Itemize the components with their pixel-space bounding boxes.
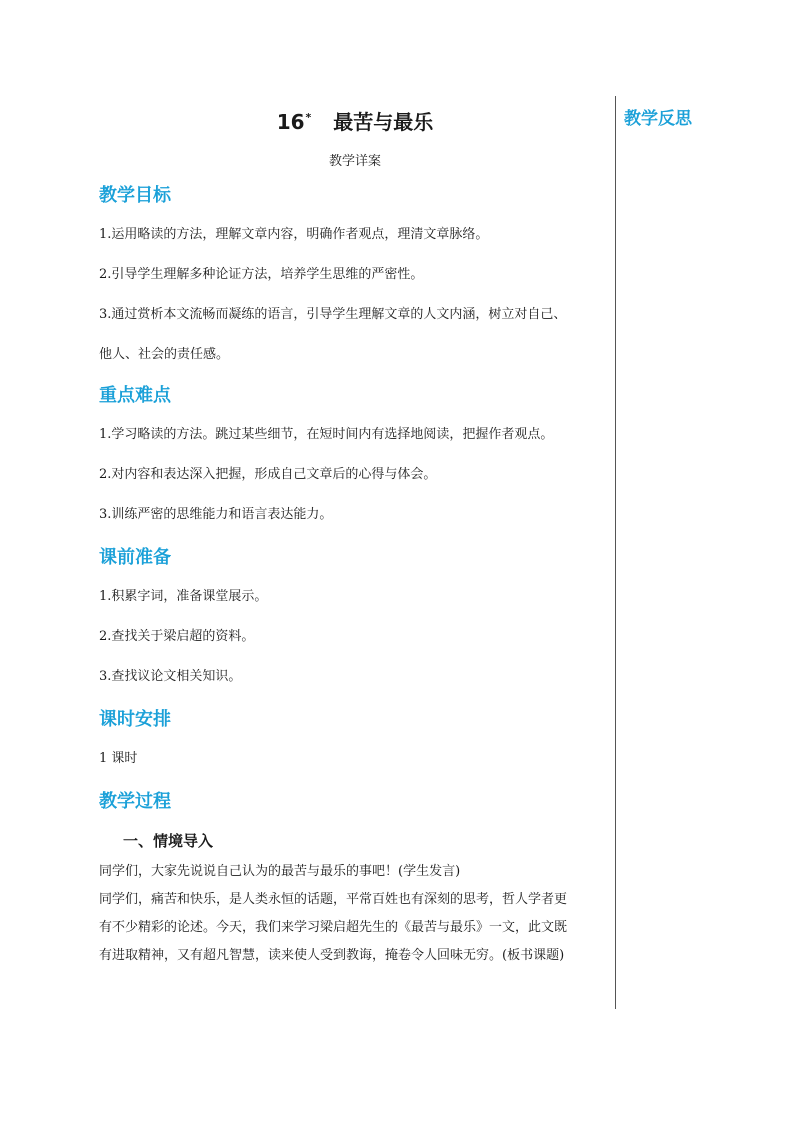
keypoint-item-2: 2.对内容和表达深入把握，形成自己文章后的心得与体会。: [99, 467, 437, 482]
process-line-2: 同学们，痛苦和快乐，是人类永恒的话题，平常百姓也有深刻的思考，哲人学者更: [99, 892, 568, 907]
reflection-column-title: 教学反思: [624, 109, 692, 129]
preparation-heading: 课前准备: [99, 547, 171, 568]
keypoint-item-1: 1.学习略读的方法。跳过某些细节，在短时间内有选择地阅读，把握作者观点。: [99, 427, 554, 442]
preparation-item-2: 2.查找关于梁启超的资料。: [99, 629, 255, 644]
process-line-3: 有不少精彩的论述。今天，我们来学习梁启超先生的《最苦与最乐》一文，此文既: [99, 920, 568, 935]
process-subheading-1: 一、情境导入: [123, 832, 214, 850]
process-line-1: 同学们，大家先说说自己认为的最苦与最乐的事吧！(学生发言): [99, 864, 461, 879]
process-heading: 教学过程: [99, 791, 171, 812]
process-line-4: 有进取精神，又有超凡智慧，读来使人受到教诲，掩卷令人回味无穷。(板书课题): [99, 948, 565, 963]
lesson-title-text: 最苦与最乐: [333, 110, 434, 134]
goals-heading: 教学目标: [99, 185, 171, 206]
keypoints-heading: 重点难点: [99, 385, 171, 406]
preparation-item-3: 3.查找议论文相关知识。: [99, 669, 242, 684]
goal-item-3-cont: 他人、社会的责任感。: [99, 347, 230, 362]
keypoint-item-3: 3.训练严密的思维能力和语言表达能力。: [99, 507, 333, 522]
document-subtitle: 教学详案: [328, 154, 381, 169]
schedule-heading: 课时安排: [99, 709, 171, 730]
goal-item-2: 2.引导学生理解多种论证方法，培养学生思维的严密性。: [99, 267, 424, 282]
goal-item-3: 3.通过赏析本文流畅而凝练的语言，引导学生理解文章的人文内涵，树立对自己、: [99, 307, 567, 322]
preparation-item-1: 1.积累字词，准备课堂展示。: [99, 589, 268, 604]
column-divider: [615, 96, 616, 1009]
schedule-text: 1 课时: [99, 751, 138, 766]
lesson-star: *: [305, 111, 312, 125]
goal-item-1: 1.运用略读的方法，理解文章内容，明确作者观点，理清文章脉络。: [99, 227, 489, 242]
main-content: [99, 96, 611, 970]
lesson-title: [99, 106, 611, 136]
lesson-number: 16: [276, 110, 305, 134]
